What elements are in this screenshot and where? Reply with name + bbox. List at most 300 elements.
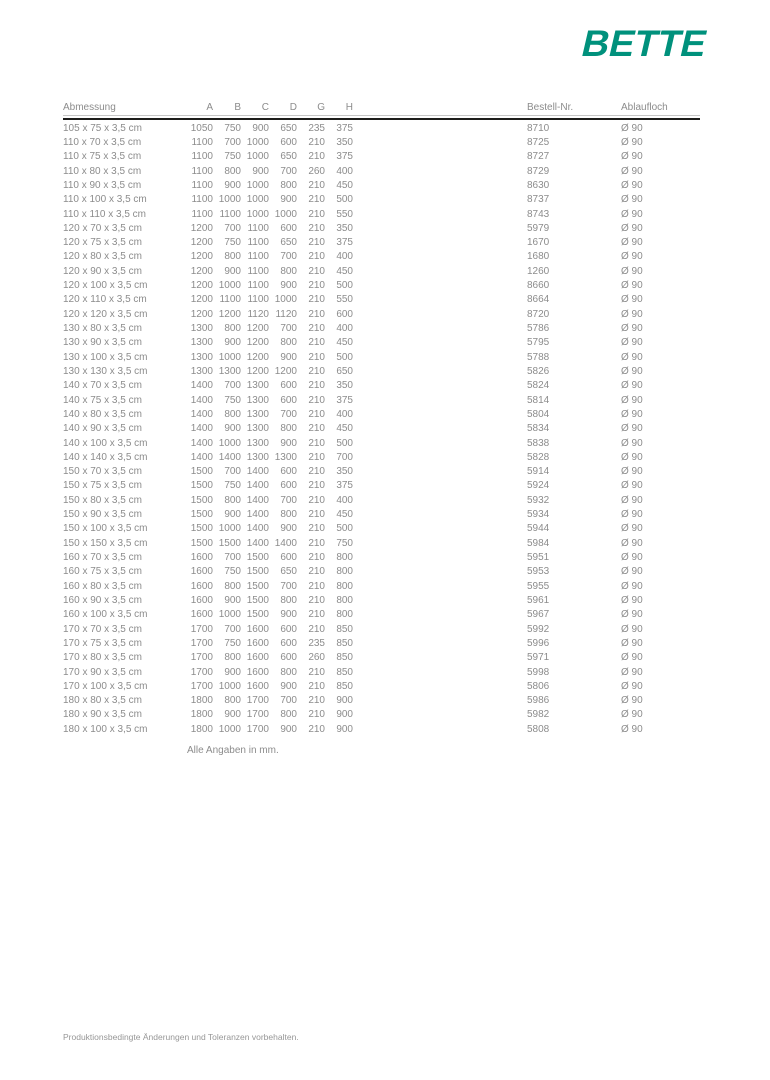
dimension-cell: 110 x 80 x 3,5 cm	[63, 165, 142, 177]
value-cell: 210	[308, 136, 325, 148]
dimension-cell: 170 x 80 x 3,5 cm	[63, 652, 142, 664]
dimension-cell: 110 x 110 x 3,5 cm	[63, 208, 147, 220]
value-cell: 800	[336, 609, 353, 621]
dimension-cell: 170 x 70 x 3,5 cm	[63, 623, 142, 635]
order-number-cell: 5786	[527, 323, 550, 335]
order-number-cell: 1680	[527, 251, 550, 263]
value-cell: 1100	[247, 222, 269, 234]
order-number-cell: 5998	[527, 666, 550, 678]
value-cell: 800	[224, 251, 241, 263]
value-cell: 1100	[247, 237, 269, 249]
header-col-h: H	[345, 102, 353, 113]
table-row	[63, 465, 700, 479]
value-cell: 1400	[190, 423, 213, 435]
table-row	[63, 722, 700, 736]
drain-cell: Ø 90	[621, 394, 643, 406]
dimension-cell: 160 x 90 x 3,5 cm	[63, 594, 142, 606]
value-cell: 375	[336, 237, 353, 249]
drain-cell: Ø 90	[621, 323, 643, 335]
value-cell: 1100	[191, 179, 213, 191]
value-cell: 1000	[218, 351, 241, 363]
value-cell: 1000	[218, 194, 241, 206]
drain-cell: Ø 90	[621, 623, 643, 635]
value-cell: 600	[280, 136, 297, 148]
value-cell: 1000	[218, 280, 241, 292]
table-row	[63, 350, 700, 364]
value-cell: 850	[336, 666, 353, 678]
value-cell: 650	[280, 151, 297, 163]
value-cell: 1500	[246, 594, 269, 606]
value-cell: 260	[308, 165, 325, 177]
table-row	[63, 250, 700, 264]
value-cell: 1200	[246, 323, 269, 335]
value-cell: 900	[280, 609, 297, 621]
drain-cell: Ø 90	[621, 179, 643, 191]
value-cell: 1700	[190, 637, 213, 649]
value-cell: 1000	[218, 680, 241, 692]
value-cell: 900	[224, 423, 241, 435]
table-row	[63, 407, 700, 421]
value-cell: 650	[280, 237, 297, 249]
value-cell: 1400	[246, 480, 269, 492]
footer-disclaimer: Produktionsbedingte Änderungen und Toleranzen vorbehalten.	[63, 1032, 299, 1042]
value-cell: 1300	[246, 408, 269, 420]
dimension-cell: 140 x 75 x 3,5 cm	[63, 394, 142, 406]
value-cell: 600	[280, 380, 297, 392]
dimension-cell: 140 x 140 x 3,5 cm	[63, 451, 148, 463]
value-cell: 750	[224, 480, 241, 492]
value-cell: 900	[224, 509, 241, 521]
header-col-d: D	[289, 102, 297, 113]
drain-cell: Ø 90	[621, 265, 643, 277]
value-cell: 350	[336, 136, 353, 148]
value-cell: 1000	[218, 523, 241, 535]
value-cell: 550	[336, 294, 353, 306]
drain-cell: Ø 90	[621, 466, 643, 478]
table-row	[63, 565, 700, 579]
drain-cell: Ø 90	[621, 408, 643, 420]
value-cell: 350	[336, 222, 353, 234]
value-cell: 1300	[246, 437, 269, 449]
value-cell: 350	[336, 466, 353, 478]
drain-cell: Ø 90	[621, 351, 643, 363]
drain-cell: Ø 90	[621, 294, 643, 306]
value-cell: 210	[308, 308, 325, 320]
value-cell: 1500	[190, 494, 213, 506]
value-cell: 210	[308, 179, 325, 191]
value-cell: 350	[336, 380, 353, 392]
value-cell: 210	[308, 451, 325, 463]
value-cell: 700	[224, 222, 241, 234]
value-cell: 1120	[247, 308, 269, 320]
dimension-cell: 150 x 100 x 3,5 cm	[63, 523, 148, 535]
table-row	[63, 207, 700, 221]
table-row	[63, 651, 700, 665]
dimension-cell: 160 x 80 x 3,5 cm	[63, 580, 142, 592]
value-cell: 1400	[190, 437, 213, 449]
order-number-cell: 1260	[527, 265, 550, 277]
value-cell: 1100	[191, 136, 213, 148]
dimension-cell: 110 x 70 x 3,5 cm	[63, 136, 142, 148]
value-cell: 1100	[191, 165, 213, 177]
dimension-cell: 150 x 80 x 3,5 cm	[63, 494, 142, 506]
value-cell: 1200	[190, 265, 213, 277]
value-cell: 1600	[190, 580, 213, 592]
value-cell: 1400	[190, 394, 213, 406]
drain-cell: Ø 90	[621, 136, 643, 148]
value-cell: 210	[308, 537, 325, 549]
value-cell: 1000	[218, 723, 241, 735]
value-cell: 1200	[190, 294, 213, 306]
table-row	[63, 550, 700, 564]
value-cell: 750	[224, 151, 241, 163]
order-number-cell: 5986	[527, 695, 550, 707]
value-cell: 1100	[191, 151, 213, 163]
value-cell: 1600	[246, 637, 269, 649]
value-cell: 210	[308, 666, 325, 678]
value-cell: 800	[224, 580, 241, 592]
value-cell: 900	[280, 351, 297, 363]
value-cell: 210	[308, 394, 325, 406]
value-cell: 210	[308, 709, 325, 721]
value-cell: 1400	[190, 451, 213, 463]
value-cell: 1500	[190, 466, 213, 478]
table-row	[63, 436, 700, 450]
value-cell: 1200	[246, 337, 269, 349]
value-cell: 1500	[246, 609, 269, 621]
bette-logo: BETTE	[577, 23, 711, 64]
value-cell: 1500	[190, 480, 213, 492]
order-number-cell: 5967	[527, 609, 550, 621]
order-number-cell: 8630	[527, 179, 550, 191]
value-cell: 1100	[219, 208, 241, 220]
drain-cell: Ø 90	[621, 652, 643, 664]
dimension-cell: 180 x 100 x 3,5 cm	[63, 723, 148, 735]
value-cell: 1400	[190, 380, 213, 392]
dimension-cell: 150 x 90 x 3,5 cm	[63, 509, 142, 521]
drain-cell: Ø 90	[621, 494, 643, 506]
dimension-cell: 130 x 100 x 3,5 cm	[63, 351, 148, 363]
dimension-cell: 150 x 75 x 3,5 cm	[63, 480, 142, 492]
value-cell: 450	[336, 265, 353, 277]
value-cell: 1200	[190, 222, 213, 234]
table-row	[63, 608, 700, 622]
table-row	[63, 450, 700, 464]
order-number-cell: 5996	[527, 637, 550, 649]
value-cell: 210	[308, 237, 325, 249]
value-cell: 210	[308, 151, 325, 163]
order-number-cell: 8720	[527, 308, 550, 320]
value-cell: 850	[336, 637, 353, 649]
value-cell: 700	[280, 323, 297, 335]
value-cell: 400	[336, 408, 353, 420]
value-cell: 750	[224, 237, 241, 249]
header-divider	[63, 118, 700, 120]
value-cell: 1300	[246, 380, 269, 392]
value-cell: 1400	[246, 537, 269, 549]
table-row	[63, 178, 700, 192]
dimension-cell: 170 x 100 x 3,5 cm	[63, 680, 148, 692]
order-number-cell: 5992	[527, 623, 550, 635]
value-cell: 210	[308, 695, 325, 707]
value-cell: 700	[280, 165, 297, 177]
dimension-cell: 120 x 100 x 3,5 cm	[63, 280, 148, 292]
table-row	[63, 493, 700, 507]
value-cell: 210	[308, 265, 325, 277]
value-cell: 1600	[246, 666, 269, 678]
value-cell: 1300	[246, 423, 269, 435]
table-row	[63, 636, 700, 650]
value-cell: 900	[224, 265, 241, 277]
table-row	[63, 293, 700, 307]
table-row	[63, 708, 700, 722]
value-cell: 1000	[274, 208, 297, 220]
value-cell: 1100	[247, 265, 269, 277]
value-cell: 900	[252, 122, 269, 134]
value-cell: 900	[336, 709, 353, 721]
value-cell: 850	[336, 680, 353, 692]
value-cell: 750	[224, 122, 241, 134]
value-cell: 210	[308, 380, 325, 392]
table-row	[63, 593, 700, 607]
value-cell: 900	[252, 165, 269, 177]
drain-cell: Ø 90	[621, 609, 643, 621]
value-cell: 700	[280, 251, 297, 263]
order-number-cell: 5961	[527, 594, 550, 606]
dimension-cell: 105 x 75 x 3,5 cm	[63, 122, 142, 134]
value-cell: 1700	[190, 680, 213, 692]
value-cell: 800	[224, 652, 241, 664]
value-cell: 900	[336, 723, 353, 735]
table-header-row	[63, 99, 700, 116]
value-cell: 850	[336, 652, 353, 664]
value-cell: 1000	[246, 194, 269, 206]
order-number-cell: 5824	[527, 380, 550, 392]
value-cell: 800	[280, 709, 297, 721]
value-cell: 1000	[246, 208, 269, 220]
drain-cell: Ø 90	[621, 122, 643, 134]
value-cell: 210	[308, 365, 325, 377]
dimension-cell: 120 x 120 x 3,5 cm	[63, 308, 148, 320]
table-row	[63, 393, 700, 407]
value-cell: 375	[336, 122, 353, 134]
value-cell: 1200	[218, 308, 241, 320]
value-cell: 1800	[190, 695, 213, 707]
value-cell: 1500	[190, 523, 213, 535]
value-cell: 500	[336, 194, 353, 206]
value-cell: 450	[336, 337, 353, 349]
dimension-cell: 180 x 80 x 3,5 cm	[63, 695, 142, 707]
value-cell: 210	[308, 466, 325, 478]
value-cell: 900	[280, 680, 297, 692]
value-cell: 900	[224, 709, 241, 721]
value-cell: 1300	[190, 365, 213, 377]
value-cell: 600	[280, 652, 297, 664]
table-row	[63, 679, 700, 693]
value-cell: 1500	[218, 537, 241, 549]
order-number-cell: 8737	[527, 194, 550, 206]
value-cell: 700	[280, 695, 297, 707]
order-number-cell: 5979	[527, 222, 550, 234]
value-cell: 900	[224, 666, 241, 678]
value-cell: 700	[224, 136, 241, 148]
value-cell: 1100	[191, 208, 213, 220]
value-cell: 900	[336, 695, 353, 707]
value-cell: 1800	[190, 709, 213, 721]
value-cell: 1200	[190, 237, 213, 249]
value-cell: 210	[308, 494, 325, 506]
order-number-cell: 5944	[527, 523, 550, 535]
table-row	[63, 164, 700, 178]
value-cell: 750	[336, 537, 353, 549]
order-number-cell: 5834	[527, 423, 550, 435]
dimension-cell: 120 x 75 x 3,5 cm	[63, 237, 142, 249]
value-cell: 650	[280, 566, 297, 578]
value-cell: 1100	[191, 194, 213, 206]
value-cell: 800	[224, 494, 241, 506]
dimension-cell: 120 x 70 x 3,5 cm	[63, 222, 142, 234]
drain-cell: Ø 90	[621, 151, 643, 163]
table-row	[63, 135, 700, 149]
dimension-cell: 140 x 70 x 3,5 cm	[63, 380, 142, 392]
value-cell: 1000	[274, 294, 297, 306]
table-body	[63, 121, 700, 736]
value-cell: 800	[280, 666, 297, 678]
value-cell: 800	[224, 165, 241, 177]
order-number-cell: 8727	[527, 151, 550, 163]
value-cell: 1600	[190, 552, 213, 564]
value-cell: 210	[308, 337, 325, 349]
drain-cell: Ø 90	[621, 695, 643, 707]
drain-cell: Ø 90	[621, 566, 643, 578]
value-cell: 1500	[246, 566, 269, 578]
dimension-cell: 160 x 70 x 3,5 cm	[63, 552, 142, 564]
value-cell: 210	[308, 680, 325, 692]
dimension-cell: 150 x 70 x 3,5 cm	[63, 466, 142, 478]
value-cell: 700	[280, 408, 297, 420]
value-cell: 1400	[190, 408, 213, 420]
order-number-cell: 5955	[527, 580, 550, 592]
value-cell: 800	[280, 179, 297, 191]
value-cell: 1400	[246, 509, 269, 521]
value-cell: 900	[280, 437, 297, 449]
value-cell: 1300	[190, 323, 213, 335]
value-cell: 1700	[190, 652, 213, 664]
value-cell: 650	[336, 365, 353, 377]
value-cell: 210	[308, 351, 325, 363]
header-col-g: G	[317, 102, 325, 113]
value-cell: 1800	[190, 723, 213, 735]
drain-cell: Ø 90	[621, 480, 643, 492]
value-cell: 210	[308, 222, 325, 234]
value-cell: 600	[280, 552, 297, 564]
order-number-cell: 5804	[527, 408, 550, 420]
value-cell: 750	[224, 394, 241, 406]
value-cell: 1500	[246, 552, 269, 564]
dimension-cell: 130 x 130 x 3,5 cm	[63, 365, 148, 377]
value-cell: 1120	[275, 308, 297, 320]
dimension-cell: 140 x 100 x 3,5 cm	[63, 437, 148, 449]
value-cell: 375	[336, 480, 353, 492]
value-cell: 1500	[190, 537, 213, 549]
drain-cell: Ø 90	[621, 222, 643, 234]
order-number-cell: 8725	[527, 136, 550, 148]
drain-cell: Ø 90	[621, 365, 643, 377]
value-cell: 210	[308, 552, 325, 564]
dimension-cell: 170 x 75 x 3,5 cm	[63, 637, 142, 649]
value-cell: 1200	[190, 280, 213, 292]
value-cell: 1600	[190, 594, 213, 606]
value-cell: 375	[336, 151, 353, 163]
drain-cell: Ø 90	[621, 308, 643, 320]
drain-cell: Ø 90	[621, 380, 643, 392]
order-number-cell: 5806	[527, 680, 550, 692]
value-cell: 1600	[246, 680, 269, 692]
value-cell: 900	[224, 594, 241, 606]
value-cell: 375	[336, 394, 353, 406]
drain-cell: Ø 90	[621, 709, 643, 721]
order-number-cell: 5788	[527, 351, 550, 363]
dimension-cell: 130 x 80 x 3,5 cm	[63, 323, 142, 335]
drain-cell: Ø 90	[621, 509, 643, 521]
value-cell: 800	[280, 509, 297, 521]
value-cell: 1000	[218, 609, 241, 621]
value-cell: 260	[308, 652, 325, 664]
table-row	[63, 307, 700, 321]
value-cell: 750	[224, 637, 241, 649]
value-cell: 1300	[246, 451, 269, 463]
dimension-cell: 120 x 80 x 3,5 cm	[63, 251, 142, 263]
value-cell: 1000	[246, 179, 269, 191]
dimension-cell: 110 x 90 x 3,5 cm	[63, 179, 142, 191]
value-cell: 700	[224, 380, 241, 392]
value-cell: 700	[280, 580, 297, 592]
value-cell: 210	[308, 408, 325, 420]
order-number-cell: 5934	[527, 509, 550, 521]
table-row	[63, 150, 700, 164]
table-row	[63, 321, 700, 335]
value-cell: 1200	[190, 251, 213, 263]
value-cell: 1200	[246, 351, 269, 363]
order-number-cell: 5828	[527, 451, 550, 463]
drain-cell: Ø 90	[621, 194, 643, 206]
value-cell: 600	[280, 466, 297, 478]
header-abmessung: Abmessung	[63, 102, 116, 113]
value-cell: 700	[224, 552, 241, 564]
value-cell: 750	[224, 566, 241, 578]
value-cell: 1000	[246, 136, 269, 148]
value-cell: 1700	[190, 623, 213, 635]
value-cell: 600	[280, 480, 297, 492]
value-cell: 700	[280, 494, 297, 506]
value-cell: 1600	[246, 623, 269, 635]
value-cell: 1300	[190, 351, 213, 363]
order-number-cell: 5971	[527, 652, 550, 664]
value-cell: 900	[280, 194, 297, 206]
value-cell: 500	[336, 523, 353, 535]
drain-cell: Ø 90	[621, 280, 643, 292]
value-cell: 1300	[274, 451, 297, 463]
table-row	[63, 507, 700, 521]
value-cell: 500	[336, 280, 353, 292]
table-row	[63, 665, 700, 679]
value-cell: 210	[308, 280, 325, 292]
value-cell: 1050	[190, 122, 213, 134]
value-cell: 650	[280, 122, 297, 134]
value-cell: 210	[308, 480, 325, 492]
order-number-cell: 5982	[527, 709, 550, 721]
value-cell: 800	[280, 265, 297, 277]
